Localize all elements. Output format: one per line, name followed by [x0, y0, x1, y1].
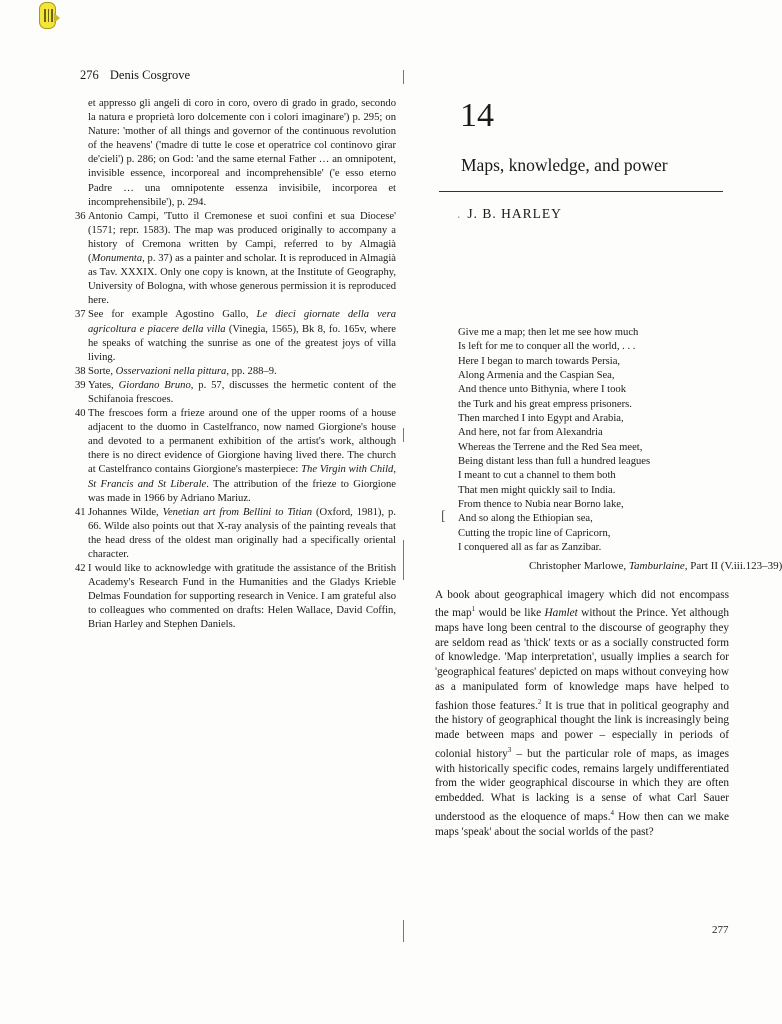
epigraph-line: From thence to Nubia near Borno lake,: [458, 499, 624, 511]
endnote: [75, 407, 396, 506]
bookmark-tab-arrow-icon: [54, 13, 60, 23]
text-run: et appresso gli angeli di coro in coro, overo di grado in grado, secondo la natura e proprietà loro dolcemente con i colori imaginare') p. 295; on Nature: 'mother of all things and governor of the continuous revolution of the heavens' ('madre di tutte le cose et operatrice col continovo girar de'cieli') p. 286; on God: 'and the same eternal Father … an omnipotent, invisible essence, incorporeal and incomprehensible' ('e esso eterno Padre … una omnipotente essenza invisibile, incorporea et incomprehensibile'), p. 294.: [88, 98, 396, 208]
footnote-ref: 2: [537, 697, 542, 706]
text-run: would be like: [475, 607, 545, 620]
margin-bracket: [: [441, 509, 446, 524]
note-continuation: [78, 97, 396, 210]
epigraph-line: Cutting the tropic line of Capricorn,: [458, 527, 611, 539]
text-run: – but the particular role of maps, as images with historically specific codes, remains largely undifferentiated from the wider geographical discourse in which they are often embedded. What is lacking is a sense of what Carl Sauer understood as the eloquence of maps.: [435, 747, 729, 823]
text-run: Le dieci giornate della vera agricoltura e piacere della villa: [88, 309, 396, 335]
left-page-number: 276: [80, 68, 99, 82]
epigraph-line: I conquered all as far as Zanzibar.: [458, 542, 602, 554]
endnote-number: 38: [75, 365, 86, 377]
text-run: It is true that in political geography and the history of geographical thought the link is increasingly being made between maps and power – especially in periods of colonial history: [435, 699, 729, 760]
endnote: [75, 379, 396, 407]
gutter-mark: [403, 428, 404, 442]
title-rule: [439, 191, 723, 192]
left-page: [75, 68, 397, 633]
text-run: Yates,: [88, 379, 119, 391]
epigraph: [458, 326, 728, 556]
text-run: See for example Agostino Gallo,: [88, 309, 257, 321]
epigraph-line: I meant to cut a channel to them both: [458, 470, 616, 482]
text-run: Tamburlaine: [628, 559, 685, 572]
text-run: Hamlet: [544, 607, 578, 620]
text-run: (Oxford, 1981), p. 66. Wilde also points out that X-ray analysis of the painting reveals that the head dress of the oldest man originally had a specifically oriental character.: [88, 506, 397, 560]
endnote-number: 39: [75, 379, 86, 391]
text-run: A book about geographical imagery which did not encompass the map: [435, 588, 729, 620]
text-run: . The attribution of the frieze to Giorgione was made in 1966 by Adriano Mariuz.: [88, 478, 396, 504]
epigraph-line: And so along the Ethiopian sea,: [458, 513, 593, 525]
chapter-title: Maps, knowledge, and power: [461, 155, 668, 175]
endnote: [75, 506, 397, 562]
epigraph-line: Being distant less than full a hundred leagues: [458, 456, 651, 468]
epigraph-attribution: [529, 559, 782, 572]
text-run: Antonio Campi, 'Tutto il Cremonese et suoi confini et sua Diocese' (1571; repr. 1583). The map was produced originally to accompany a history of Cremona written by Campi, referred to by Almagià (: [88, 210, 396, 265]
footnote-ref: 1: [471, 605, 476, 614]
chapter-author: [457, 206, 728, 222]
endnotes: [75, 97, 397, 633]
epigraph-line: Here I began to march towards Persia,: [458, 355, 621, 367]
running-head: [80, 68, 396, 83]
endnote: [75, 562, 396, 632]
text-run: Monumenta: [91, 253, 143, 265]
epigraph-line: Whereas the Terrene and the Red Sea meet,: [458, 441, 643, 453]
text-run: , p. 37) as a painter and scholar. It is reproduced in Almagià as Tav. XXXIX. Only one copy is known, at the Institute of Geography, University of Bologna, with whose generous permission it is reproduced here.: [88, 253, 396, 307]
endnote: [75, 210, 396, 309]
footnote-ref: 3: [507, 746, 512, 754]
epigraph-line: Along Armenia and the Caspian Sea,: [458, 370, 615, 382]
chapter-number: 14: [460, 97, 494, 134]
endnote-number: 36: [75, 210, 86, 222]
endnote: [75, 308, 396, 364]
notes-list: [75, 210, 397, 633]
endnote-number: 41: [75, 506, 86, 518]
text-run: , p. 57, discusses the hermetic content of the Schifanoia frescoes.: [88, 379, 396, 405]
text-run: Osservazioni nella pittura: [115, 365, 227, 377]
footnote-ref: 4: [610, 808, 615, 817]
endnote-number: 42: [75, 563, 86, 575]
epigraph-line: Give me a map; then let me see how much: [458, 327, 639, 338]
text-run: , Part II (V.iii.123–39): [684, 559, 782, 572]
body-paragraph: [435, 588, 729, 840]
gutter-mark: [403, 70, 404, 84]
text-run: , pp. 288–9.: [226, 365, 277, 377]
text-run: Giordano Bruno: [118, 379, 191, 391]
endnote-number: 37: [75, 309, 86, 321]
author-name: J. B. HARLEY: [467, 206, 562, 221]
text-run: (Vinegia, 1565), Bk 8, fo. 165v, where he speaks of watching the sunrise as one of the greatest joys of villa living.: [88, 323, 396, 363]
text-run: Johannes Wilde,: [88, 506, 163, 518]
text-run: The frescoes form a frieze around one of the upper rooms of a house adjacent to the duomo in Castelfranco, now named Giorgione's house and devoted to a permanent exhibition of the artist's work, although there is no direct evidence of Giorgione having lived there. The church at Castelfranco contains Giorgione's masterpiece:: [88, 408, 396, 476]
right-page-number: 277: [712, 924, 729, 936]
text-run: I would like to acknowledge with gratitude the assistance of the British Academy's Research Fund in the Humanities and the Gladys Krieble Delmas Foundation for supporting research in Venice. I am grateful also to colleagues who commented on drafts: Helen Wallace, David Coffin, Brian Harley and Stephen Daniels.: [88, 563, 396, 631]
epigraph-line: Then marched I into Egypt and Arabia,: [458, 413, 624, 425]
gutter-mark: [403, 540, 404, 580]
gutter-mark: [403, 920, 404, 942]
epigraph-line: Is left for me to conquer all the world, . . .: [458, 341, 636, 353]
text-run: without the Prince. Yet although maps have long been central to the discourse of geography they are seldom read as 'thick' texts or as a socially constructed form of knowledge. 'Map interpretation', usually implies a search for 'geographical features' depicted on maps without conveying how as a manipulated form of knowledge maps have helped to fashion those features.: [435, 607, 729, 712]
epigraph-line: the Turk and his great empress prisoners.: [458, 398, 632, 410]
text-run: Venetian art from Bellini to Titian: [162, 506, 313, 518]
epigraph-line: And here, not far from Alexandria: [458, 427, 603, 439]
text-run: Sorte,: [88, 365, 116, 377]
right-page: [433, 96, 782, 839]
epigraph-line: And thence unto Bithynia, where I took: [458, 384, 626, 396]
author-tick-mark: .: [457, 206, 462, 221]
epigraph-line: That men might quickly sail to India.: [458, 484, 616, 496]
running-head-author: Denis Cosgrove: [109, 68, 191, 82]
endnote: [75, 365, 396, 379]
text-run: The Virgin with Child, St Francis and St Liberale: [88, 464, 396, 490]
text-run: Christopher Marlowe,: [529, 559, 629, 572]
text-run: How then can we make maps 'speak' about the social worlds of the past?: [435, 810, 729, 838]
endnote-number: 40: [75, 408, 86, 420]
